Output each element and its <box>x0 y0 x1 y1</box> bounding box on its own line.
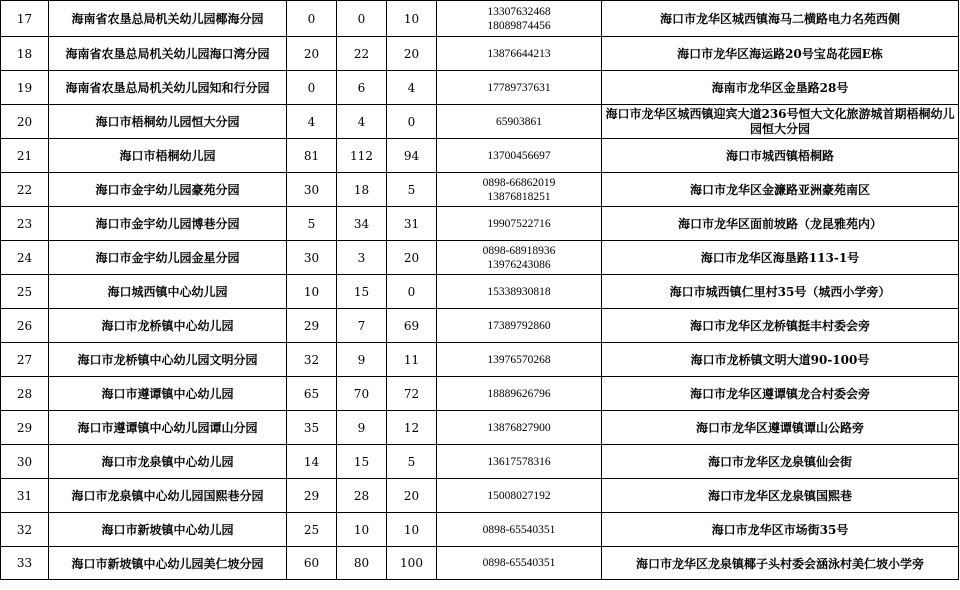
count-c: 0 <box>387 275 437 309</box>
count-b: 18 <box>337 173 387 207</box>
count-c: 31 <box>387 207 437 241</box>
phone-number: 65903861 <box>496 115 542 128</box>
school-name: 海口市金宇幼儿园金星分园 <box>49 241 287 275</box>
school-name: 海口市龙桥镇中心幼儿园文明分园 <box>49 343 287 377</box>
count-b: 15 <box>337 445 387 479</box>
phone-number: 13700456697 <box>487 149 551 162</box>
address: 海口市龙华区龙泉镇仙会街 <box>602 445 959 479</box>
row-number: 31 <box>1 479 49 513</box>
phone-cell <box>437 343 602 377</box>
count-a: 0 <box>287 71 337 105</box>
address: 海口市龙华区海运路20号宝岛花园E栋 <box>602 37 959 71</box>
phone-cell <box>437 445 602 479</box>
count-a: 30 <box>287 241 337 275</box>
row-number: 19 <box>1 71 49 105</box>
count-a: 5 <box>287 207 337 241</box>
phone-number: 19907522716 <box>487 217 551 230</box>
count-b: 70 <box>337 377 387 411</box>
school-name: 海南省农垦总局机关幼儿园海口湾分园 <box>49 37 287 71</box>
count-a: 25 <box>287 513 337 547</box>
row-number: 24 <box>1 241 49 275</box>
count-a: 65 <box>287 377 337 411</box>
school-name: 海南省农垦总局机关幼儿园椰海分园 <box>49 1 287 37</box>
table-row <box>1 479 959 513</box>
table-row <box>1 37 959 71</box>
address: 海口市龙桥镇文明大道90-100号 <box>602 343 959 377</box>
table-row <box>1 275 959 309</box>
count-b: 28 <box>337 479 387 513</box>
count-c: 5 <box>387 173 437 207</box>
table-row <box>1 207 959 241</box>
row-number: 27 <box>1 343 49 377</box>
school-name: 海口市遵谭镇中心幼儿园谭山分园 <box>49 411 287 445</box>
count-a: 4 <box>287 105 337 139</box>
count-c: 20 <box>387 37 437 71</box>
school-name: 海口市金宇幼儿园博巷分园 <box>49 207 287 241</box>
count-b: 4 <box>337 105 387 139</box>
count-a: 20 <box>287 37 337 71</box>
count-c: 5 <box>387 445 437 479</box>
count-a: 29 <box>287 309 337 343</box>
count-b: 10 <box>337 513 387 547</box>
phone-number: 0898-65540351 <box>482 557 556 569</box>
address: 海口市龙华区市场街35号 <box>602 513 959 547</box>
row-number: 33 <box>1 547 49 580</box>
count-b: 9 <box>337 411 387 445</box>
count-c: 20 <box>387 241 437 275</box>
phone-cell <box>437 139 602 173</box>
count-b: 112 <box>337 139 387 173</box>
count-a: 14 <box>287 445 337 479</box>
table-row <box>1 105 959 139</box>
phone-cell <box>437 37 602 71</box>
phone-number: 13307632468 <box>487 5 551 18</box>
count-b: 7 <box>337 309 387 343</box>
table-row <box>1 309 959 343</box>
count-c: 69 <box>387 309 437 343</box>
count-c: 10 <box>387 1 437 37</box>
address: 海口市龙华区龙泉镇国熙巷 <box>602 479 959 513</box>
phone-cell <box>437 241 602 275</box>
table-row <box>1 1 959 37</box>
phone-number: 0898-65540351 <box>482 523 556 536</box>
address: 海口市龙华区金濂路亚洲豪苑南区 <box>602 173 959 207</box>
address: 海南市龙华区金垦路28号 <box>602 71 959 105</box>
phone-number: 18089874456 <box>487 19 551 32</box>
phone-cell <box>437 207 602 241</box>
school-name: 海口市新坡镇中心幼儿园美仁坡分园 <box>49 547 287 580</box>
count-b: 15 <box>337 275 387 309</box>
count-b: 9 <box>337 343 387 377</box>
count-b: 34 <box>337 207 387 241</box>
row-number: 32 <box>1 513 49 547</box>
table-body <box>1 1 959 580</box>
phone-cell <box>437 1 602 37</box>
count-a: 10 <box>287 275 337 309</box>
address: 海口市城西镇梧桐路 <box>602 139 959 173</box>
table-row <box>1 513 959 547</box>
phone-number: 13976570268 <box>487 353 551 366</box>
address: 海口市龙华区海垦路113-1号 <box>602 241 959 275</box>
row-number: 21 <box>1 139 49 173</box>
row-number: 29 <box>1 411 49 445</box>
row-number: 20 <box>1 105 49 139</box>
phone-number: 18889626796 <box>487 387 551 400</box>
phone-cell <box>437 479 602 513</box>
count-c: 11 <box>387 343 437 377</box>
count-a: 32 <box>287 343 337 377</box>
table-row <box>1 139 959 173</box>
phone-cell <box>437 71 602 105</box>
table-row <box>1 411 959 445</box>
school-name: 海口市梧桐幼儿园 <box>49 139 287 173</box>
count-b: 6 <box>337 71 387 105</box>
phone-cell <box>437 173 602 207</box>
count-a: 35 <box>287 411 337 445</box>
row-number: 26 <box>1 309 49 343</box>
phone-number: 13976243086 <box>487 258 551 271</box>
phone-number: 0898-68918936 <box>482 244 556 257</box>
count-c: 0 <box>387 105 437 139</box>
count-a: 0 <box>287 1 337 37</box>
count-c: 12 <box>387 411 437 445</box>
count-b: 80 <box>337 547 387 580</box>
row-number: 23 <box>1 207 49 241</box>
school-name: 海口市龙泉镇中心幼儿园 <box>49 445 287 479</box>
school-name: 海口市梧桐幼儿园恒大分园 <box>49 105 287 139</box>
table-row <box>1 71 959 105</box>
address: 海口市龙华区城西镇海马二横路电力名苑西侧 <box>602 1 959 37</box>
count-c: 20 <box>387 479 437 513</box>
school-name: 海南省农垦总局机关幼儿园知和行分园 <box>49 71 287 105</box>
table-row <box>1 241 959 275</box>
phone-number: 0898-66862019 <box>482 176 556 189</box>
address: 海口市城西镇仁里村35号（城西小学旁） <box>602 275 959 309</box>
count-c: 10 <box>387 513 437 547</box>
phone-cell <box>437 377 602 411</box>
address: 海口市龙华区面前坡路（龙昆雅苑内） <box>602 207 959 241</box>
phone-number: 17789737631 <box>487 81 551 94</box>
row-number: 22 <box>1 173 49 207</box>
address: 海口市龙华区遵谭镇谭山公路旁 <box>602 411 959 445</box>
count-b: 0 <box>337 1 387 37</box>
count-a: 30 <box>287 173 337 207</box>
phone-cell <box>437 547 602 580</box>
school-name: 海口市新坡镇中心幼儿园 <box>49 513 287 547</box>
table-row <box>1 445 959 479</box>
phone-cell <box>437 513 602 547</box>
address: 海口市龙华区龙桥镇挺丰村委会旁 <box>602 309 959 343</box>
count-a: 29 <box>287 479 337 513</box>
phone-cell <box>437 411 602 445</box>
phone-number: 13876827900 <box>487 421 551 434</box>
count-c: 100 <box>387 547 437 580</box>
phone-number: 13617578316 <box>487 455 551 468</box>
table-row <box>1 547 959 580</box>
address: 海口市龙华区龙泉镇椰子头村委会涵泳村美仁坡小学旁 <box>602 547 959 580</box>
table-row <box>1 173 959 207</box>
row-number: 17 <box>1 1 49 37</box>
count-b: 22 <box>337 37 387 71</box>
phone-number: 13876818251 <box>487 190 551 203</box>
row-number: 25 <box>1 275 49 309</box>
phone-cell <box>437 105 602 139</box>
phone-number: 13876644213 <box>487 47 551 60</box>
table-row <box>1 343 959 377</box>
count-c: 72 <box>387 377 437 411</box>
table-row <box>1 377 959 411</box>
school-name: 海口市金宇幼儿园豪苑分园 <box>49 173 287 207</box>
address: 海口市龙华区遵谭镇龙合村委会旁 <box>602 377 959 411</box>
row-number: 30 <box>1 445 49 479</box>
school-name: 海口市遵谭镇中心幼儿园 <box>49 377 287 411</box>
phone-number: 15338930818 <box>487 285 551 298</box>
phone-cell <box>437 275 602 309</box>
phone-number: 15008027192 <box>487 489 551 502</box>
school-name: 海口市龙桥镇中心幼儿园 <box>49 309 287 343</box>
count-a: 81 <box>287 139 337 173</box>
school-name: 海口市龙泉镇中心幼儿园国熙巷分园 <box>49 479 287 513</box>
row-number: 28 <box>1 377 49 411</box>
phone-number: 17389792860 <box>487 319 551 332</box>
phone-cell <box>437 309 602 343</box>
address: 海口市龙华区城西镇迎宾大道236号恒大文化旅游城首期梧桐幼儿园恒大分园 <box>602 105 959 139</box>
school-name: 海口城西镇中心幼儿园 <box>49 275 287 309</box>
count-b: 3 <box>337 241 387 275</box>
count-c: 4 <box>387 71 437 105</box>
count-a: 60 <box>287 547 337 580</box>
count-c: 94 <box>387 139 437 173</box>
row-number: 18 <box>1 37 49 71</box>
